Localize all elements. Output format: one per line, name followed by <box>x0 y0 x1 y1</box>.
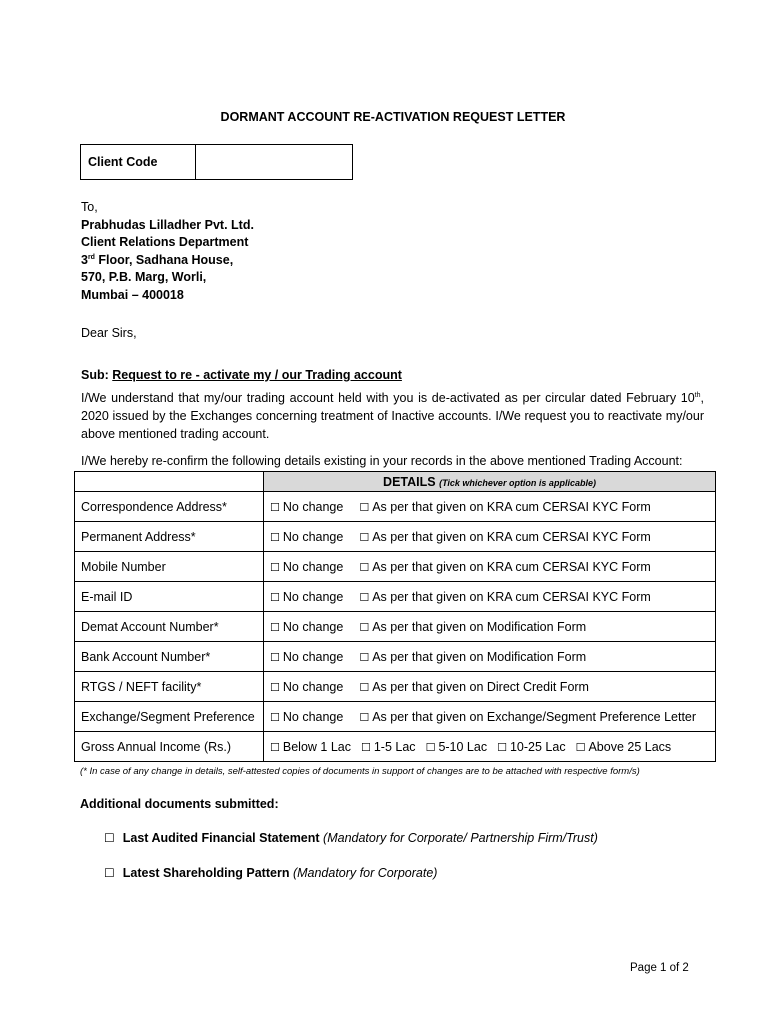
checkbox-option-label: No change <box>282 499 344 514</box>
additional-documents-heading: Additional documents submitted: <box>80 797 279 811</box>
details-row-label: Mobile Number <box>75 552 264 582</box>
details-row-label: Exchange/Segment Preference <box>75 702 264 732</box>
checkbox-option-label: 1-5 Lac <box>373 739 416 754</box>
footnote: (* In case of any change in details, self-attested copies of documents in support of changes are to be attached with respective form/s) <box>80 766 640 777</box>
reconfirm-statement: I/We hereby re-confirm the following details existing in your records in the above mentioned Trading Account: <box>81 454 683 468</box>
checkbox-option[interactable] <box>270 650 343 664</box>
checkbox-option[interactable] <box>270 680 343 694</box>
subject-prefix: Sub: <box>81 368 113 382</box>
checkbox-icon[interactable]: ☐ <box>359 500 370 514</box>
checkbox-option[interactable] <box>270 500 343 514</box>
checkbox-option-label: As per that given on KRA cum CERSAI KYC Form <box>372 499 651 514</box>
checkbox-option-label: No change <box>282 619 344 634</box>
details-row <box>75 552 716 582</box>
details-row-label: E-mail ID <box>75 582 264 612</box>
checkbox-icon[interactable]: ☐ <box>270 740 280 754</box>
details-header <box>264 472 716 492</box>
details-row <box>75 672 716 702</box>
paragraph-ordinal: th <box>694 391 701 399</box>
address-floor <box>81 252 254 270</box>
paragraph-part1: I/We understand that my/our trading account held with you is de-activated as per circular dated February 10 <box>81 391 695 405</box>
additional-doc-note: (Mandatory for Corporate/ Partnership Firm/Trust) <box>323 831 598 845</box>
details-row-label: Correspondence Address* <box>75 492 264 522</box>
address-floor-ordinal: rd <box>87 253 95 261</box>
checkbox-option-label: Above 25 Lacs <box>588 739 672 754</box>
details-row <box>75 492 716 522</box>
checkbox-icon[interactable]: ☐ <box>359 620 370 634</box>
client-code-label: Client Code <box>81 145 196 179</box>
checkbox-icon[interactable]: ☐ <box>270 710 280 724</box>
checkbox-option-label: No change <box>282 529 344 544</box>
address-to: To, <box>81 200 98 214</box>
checkbox-option[interactable] <box>426 740 488 754</box>
additional-doc-name: Last Audited Financial Statement <box>122 831 320 845</box>
additional-doc-item[interactable] <box>104 866 437 880</box>
details-row-label: Permanent Address* <box>75 522 264 552</box>
address-city: Mumbai – 400018 <box>81 287 184 302</box>
checkbox-option[interactable] <box>359 680 589 694</box>
additional-doc-name: Latest Shareholding Pattern <box>122 866 290 880</box>
address-company: Prabhudas Lilladher Pvt. Ltd. <box>81 217 254 232</box>
checkbox-option[interactable] <box>359 500 650 514</box>
subject-line <box>81 368 402 382</box>
checkbox-icon[interactable]: ☐ <box>359 590 370 604</box>
checkbox-option-label: Below 1 Lac <box>282 739 351 754</box>
checkbox-option[interactable] <box>361 740 416 754</box>
checkbox-option-label: As per that given on KRA cum CERSAI KYC Form <box>372 589 651 604</box>
details-row-options <box>264 612 716 642</box>
checkbox-icon[interactable]: ☐ <box>104 866 115 880</box>
checkbox-icon[interactable]: ☐ <box>359 530 370 544</box>
checkbox-option-label: No change <box>282 649 344 664</box>
checkbox-option-label: As per that given on Modification Form <box>372 649 587 664</box>
details-header-row <box>75 472 716 492</box>
details-row-options <box>264 732 716 762</box>
checkbox-icon[interactable]: ☐ <box>359 710 370 724</box>
details-row <box>75 522 716 552</box>
additional-doc-item[interactable] <box>104 831 598 845</box>
details-row <box>75 702 716 732</box>
checkbox-option[interactable] <box>497 740 565 754</box>
details-row <box>75 642 716 672</box>
address-street: 570, P.B. Marg, Worli, <box>81 270 207 285</box>
details-row-label: Demat Account Number* <box>75 612 264 642</box>
details-row-label: Bank Account Number* <box>75 642 264 672</box>
checkbox-icon[interactable]: ☐ <box>104 831 115 845</box>
checkbox-option-label: As per that given on Direct Credit Form <box>372 679 589 694</box>
checkbox-option[interactable] <box>576 740 672 754</box>
address-floor-rest: Floor, Sadhana House, <box>94 252 234 267</box>
checkbox-option[interactable] <box>359 620 586 634</box>
checkbox-option[interactable] <box>270 530 343 544</box>
details-header-note: (Tick whichever option is applicable) <box>439 477 596 488</box>
checkbox-option[interactable] <box>270 590 343 604</box>
request-paragraph <box>81 389 704 443</box>
details-row-options <box>264 642 716 672</box>
additional-doc-note: (Mandatory for Corporate) <box>292 866 438 880</box>
salutation: Dear Sirs, <box>81 326 137 340</box>
checkbox-icon[interactable]: ☐ <box>425 740 436 754</box>
checkbox-option-label: As per that given on KRA cum CERSAI KYC Form <box>372 559 651 574</box>
checkbox-option[interactable] <box>359 710 696 724</box>
checkbox-icon[interactable]: ☐ <box>270 620 280 634</box>
subject-text: Request to re - activate my / our Trading account <box>112 368 402 382</box>
client-code-field[interactable] <box>196 145 352 179</box>
recipient-address <box>81 199 254 305</box>
checkbox-icon[interactable]: ☐ <box>359 560 370 574</box>
checkbox-option-label: No change <box>282 679 344 694</box>
checkbox-icon[interactable]: ☐ <box>359 680 370 694</box>
document-title: DORMANT ACCOUNT RE-ACTIVATION REQUEST LETTER <box>220 110 566 124</box>
checkbox-icon[interactable]: ☐ <box>270 500 280 514</box>
checkbox-option-label: As per that given on KRA cum CERSAI KYC Form <box>372 529 651 544</box>
client-code-box <box>80 144 353 180</box>
details-row-options <box>264 582 716 612</box>
checkbox-option[interactable] <box>359 560 650 574</box>
checkbox-option-label: No change <box>282 589 344 604</box>
details-row-options <box>264 702 716 732</box>
checkbox-icon[interactable]: ☐ <box>270 590 280 604</box>
details-header-label: DETAILS <box>383 474 436 489</box>
details-row-options <box>264 672 716 702</box>
checkbox-option-label: No change <box>282 559 344 574</box>
checkbox-option[interactable] <box>270 620 343 634</box>
details-row-label: RTGS / NEFT facility* <box>75 672 264 702</box>
details-row <box>75 582 716 612</box>
checkbox-option[interactable] <box>359 530 650 544</box>
details-row-options <box>264 552 716 582</box>
page-indicator: Page 1 of 2 <box>630 962 689 974</box>
address-department: Client Relations Department <box>81 235 249 250</box>
checkbox-icon[interactable]: ☐ <box>270 560 280 574</box>
address-floor-number: 3 <box>81 252 88 267</box>
checkbox-icon[interactable]: ☐ <box>497 740 507 754</box>
details-table <box>74 471 716 762</box>
checkbox-option-label: 10-25 Lac <box>509 739 566 754</box>
paragraph-part2: , 2020 issued by the Exchanges concerning treatment of Inactive accounts. I/We request you to reactivate my/our above mentioned trading account. <box>81 391 704 441</box>
checkbox-option[interactable] <box>359 650 586 664</box>
checkbox-icon[interactable]: ☐ <box>270 680 280 694</box>
details-body <box>75 492 716 762</box>
details-row-options <box>264 522 716 552</box>
checkbox-icon[interactable]: ☐ <box>360 740 371 754</box>
details-header-blank <box>75 472 264 492</box>
details-row-options <box>264 492 716 522</box>
checkbox-icon[interactable]: ☐ <box>270 530 280 544</box>
checkbox-option-label: As per that given on Exchange/Segment Preference Letter <box>372 709 697 724</box>
checkbox-option[interactable] <box>359 590 650 604</box>
checkbox-option-label: No change <box>282 709 344 724</box>
checkbox-option[interactable] <box>270 710 343 724</box>
checkbox-option[interactable] <box>270 740 351 754</box>
checkbox-icon[interactable]: ☐ <box>575 740 586 754</box>
checkbox-option[interactable] <box>270 560 343 574</box>
checkbox-option-label: 5-10 Lac <box>438 739 488 754</box>
checkbox-icon[interactable]: ☐ <box>270 650 280 664</box>
checkbox-option-label: As per that given on Modification Form <box>372 619 587 634</box>
details-row-income <box>75 732 716 762</box>
details-row <box>75 612 716 642</box>
details-row-label: Gross Annual Income (Rs.) <box>75 732 264 762</box>
checkbox-icon[interactable]: ☐ <box>359 650 370 664</box>
